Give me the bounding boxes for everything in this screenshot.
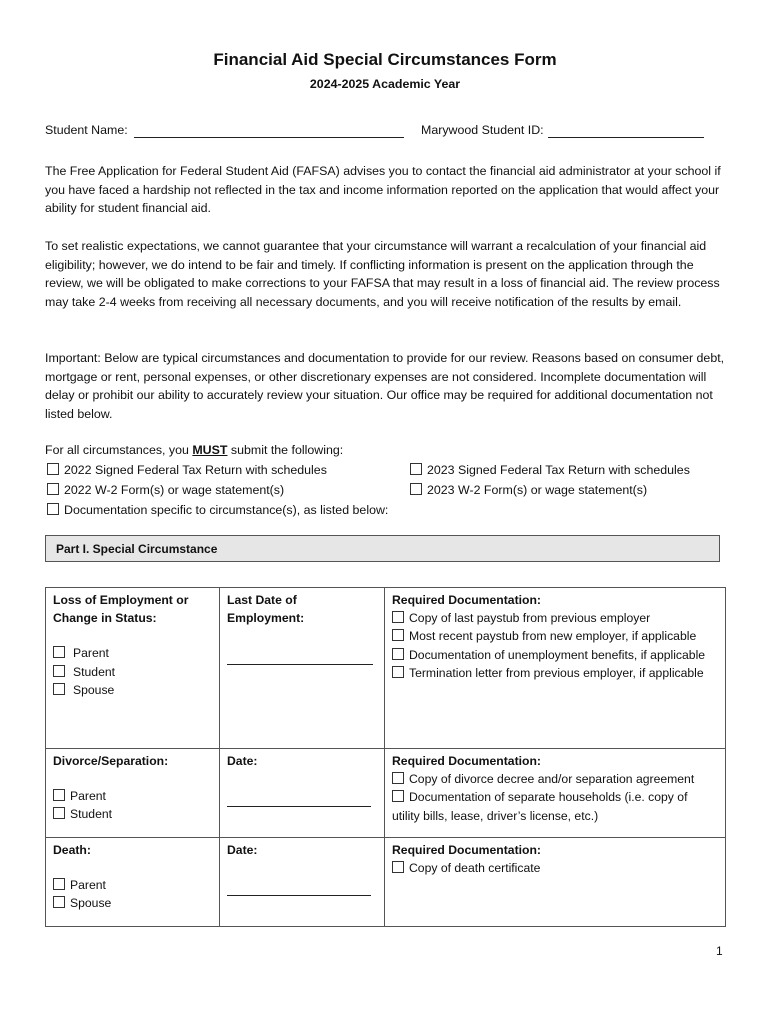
checkbox[interactable] — [392, 861, 404, 873]
part1-heading: Part I. Special Circumstance — [56, 542, 218, 556]
doc-item — [392, 646, 718, 664]
option-label: Parent — [73, 646, 109, 661]
circumstance-label: Death: — [53, 843, 91, 857]
date-field[interactable] — [227, 877, 371, 896]
option-label: Spouse — [73, 682, 115, 697]
date-label: Date: — [227, 843, 258, 857]
req-item-2023-tax — [410, 463, 690, 477]
checkbox[interactable] — [392, 772, 404, 784]
student-name-label: Student Name: — [45, 123, 128, 137]
checkbox[interactable] — [392, 611, 404, 623]
req-label: Documentation specific to circumstance(s), as listed below: — [64, 503, 389, 517]
checkbox[interactable] — [53, 665, 65, 677]
page-number: 1 — [716, 944, 723, 958]
important-paragraph: Important: Below are typical circumstances and documentation to provide for our review. Reasons based on consumer debt, mortgage or rent, personal expenses, or other discretionary expenses are not considered. Incomplete documentation will delay or prohibit our ability to accurately review your situation. Our office may be required for additional documentation not listed below. — [45, 351, 725, 422]
checkbox[interactable] — [53, 646, 65, 658]
doc-label: Copy of last paystub from previous employer — [409, 611, 651, 626]
checkbox[interactable] — [53, 789, 65, 801]
table-row — [46, 838, 726, 927]
option-student — [53, 663, 212, 681]
doc-item — [392, 609, 718, 627]
circumstance-label: Divorce/Separation: — [53, 754, 169, 768]
docs-label: Required Documentation: — [392, 593, 541, 607]
student-id-field[interactable] — [548, 123, 704, 138]
checkbox[interactable] — [53, 807, 65, 819]
req-label: 2023 Signed Federal Tax Return with schedules — [427, 463, 690, 477]
option-label: Student — [73, 664, 116, 679]
date-field[interactable] — [227, 788, 371, 807]
doc-label: Documentation of unemployment benefits, if applicable — [409, 647, 706, 662]
option-parent — [53, 787, 212, 805]
req-label: 2022 W-2 Form(s) or wage statement(s) — [64, 483, 285, 497]
checkbox[interactable] — [47, 503, 59, 515]
doc-item — [392, 859, 718, 877]
requirements-intro — [45, 443, 343, 457]
student-name-field[interactable] — [134, 123, 404, 138]
date-field[interactable] — [227, 645, 373, 664]
doc-label: Documentation of separate households (i.e. copy of utility bills, lease, driver’s license, etc.) — [392, 790, 688, 823]
option-student — [53, 805, 212, 823]
req-label: 2022 Signed Federal Tax Return with schedules — [64, 463, 327, 477]
circumstance-table — [45, 587, 726, 927]
doc-label: Copy of death certificate — [409, 861, 541, 876]
req-label: 2023 W-2 Form(s) or wage statement(s) — [427, 483, 648, 497]
option-label: Student — [70, 807, 113, 822]
checkbox[interactable] — [53, 896, 65, 908]
must-emphasis: MUST — [192, 443, 228, 457]
academic-year: 2024-2025 Academic Year — [309, 77, 461, 91]
option-label: Spouse — [70, 896, 112, 911]
checkbox[interactable] — [392, 648, 404, 660]
student-name-row — [45, 123, 404, 138]
option-label: Parent — [70, 878, 106, 893]
option-spouse — [53, 894, 212, 912]
req-item-2022-tax — [47, 463, 327, 477]
checkbox[interactable] — [410, 463, 422, 475]
doc-item — [392, 788, 718, 824]
fafsa-paragraph: The Free Application for Federal Student Aid (FAFSA) advises you to contact the financial aid administrator at your school if you have faced a hardship not reflected in the tax and income information reported on the application that would affect your ability for student financial aid. — [45, 164, 721, 216]
checkbox[interactable] — [392, 790, 404, 802]
checkbox[interactable] — [392, 666, 404, 678]
checkbox[interactable] — [47, 483, 59, 495]
circumstance-label: Loss of Employment or Change in Status: — [53, 593, 189, 626]
option-parent — [53, 876, 212, 894]
docs-label: Required Documentation: — [392, 843, 541, 857]
doc-item — [392, 627, 718, 645]
part1-heading-bar — [45, 535, 720, 562]
form-title: Financial Aid Special Circumstances Form — [213, 50, 557, 69]
expectations-paragraph: To set realistic expectations, we cannot guarantee that your circumstance will warrant a recalculation of your financial aid eligibility; however, we do intend to be fair and timely. If conflicting information is present on the application through the review, we will be obligated to make corrections to your FAFSA that may result in a loss of financial aid. The review process may take 2-4 weeks from receiving all necessary documents, and you will receive notification of the results by email. — [45, 239, 720, 310]
checkbox[interactable] — [410, 483, 422, 495]
requirements-intro-tail: submit the following: — [227, 443, 344, 457]
doc-label: Termination letter from previous employer, if applicable — [409, 665, 704, 680]
student-id-row — [421, 123, 704, 138]
doc-item — [392, 770, 718, 788]
checkbox[interactable] — [47, 463, 59, 475]
table-row — [46, 749, 726, 838]
student-id-label: Marywood Student ID: — [421, 123, 544, 137]
date-label: Date: — [227, 754, 258, 768]
date-label: Last Date of Employment: — [227, 593, 305, 626]
req-item-circumstance-docs — [47, 503, 388, 517]
checkbox[interactable] — [392, 629, 404, 641]
table-row — [46, 588, 726, 749]
doc-item — [392, 664, 718, 682]
option-spouse — [53, 681, 212, 699]
option-label: Parent — [70, 789, 106, 804]
option-parent — [53, 644, 212, 662]
checkbox[interactable] — [53, 683, 65, 695]
req-item-2022-w2 — [47, 483, 284, 497]
doc-label: Copy of divorce decree and/or separation agreement — [409, 772, 695, 787]
checkbox[interactable] — [53, 878, 65, 890]
doc-label: Most recent paystub from new employer, if applicable — [409, 629, 697, 644]
docs-label: Required Documentation: — [392, 754, 541, 768]
req-item-2023-w2 — [410, 483, 647, 497]
requirements-intro-text: For all circumstances, you — [45, 443, 193, 457]
